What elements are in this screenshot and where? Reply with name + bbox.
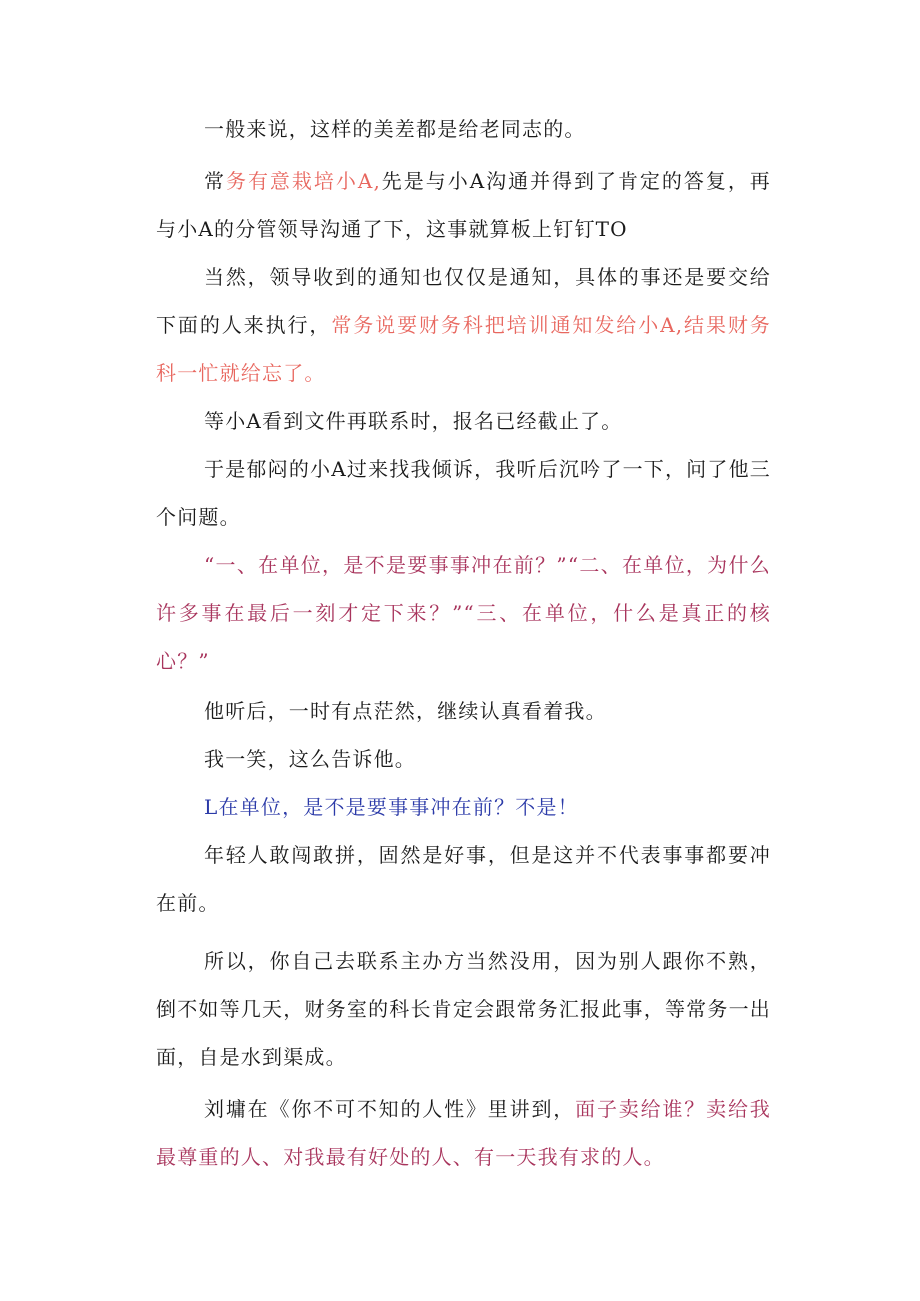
paragraph-11	[156, 937, 771, 1081]
paragraph-4	[156, 397, 771, 445]
text-segment: 我一笑，这么告诉他。	[204, 747, 416, 771]
text-segment: 所以，你自己去联系主办方当然没用，因为别人跟你不熟，倒不如等几天，财务室的科长肯定会跟常务汇报此事，等常务一出面，自是水到渠成。	[156, 949, 771, 1069]
highlighted-text-segment: 务有意栽培小A,	[225, 169, 382, 193]
text-segment: 年轻人敢闯敢拼，固然是好事，但是这并不代表事事都要冲在前。	[156, 843, 771, 915]
text-segment: 常	[204, 169, 226, 193]
text-segment: 当然，领导收到的通知也仅仅是通知，具体的事还是要交给下面的人来执行，	[156, 265, 771, 337]
paragraph-6	[156, 541, 771, 685]
highlighted-text-segment: 常务说要财务科把培训通知发给小A,结果财务科一忙就给忘了。	[156, 313, 771, 385]
question-text-segment: “一、在单位，是不是要事事冲在前？”“二、在单位，为什么许多事在最后一刻才定下来？”“三、在单位，什么是真正的核心？”	[156, 553, 771, 673]
paragraph-7	[156, 687, 771, 735]
paragraph-8	[156, 735, 771, 783]
text-segment: 等小A看到文件再联系时，报名已经截止了。	[204, 409, 623, 433]
paragraph-5	[156, 445, 771, 541]
text-segment: 他听后，一时有点茫然，继续认真看着我。	[204, 699, 607, 723]
text-segment: 一般来说，这样的美差都是给老同志的。	[204, 117, 586, 141]
paragraph-1	[156, 105, 771, 153]
text-segment: 刘墉在《你不可不知的人性》里讲到，	[204, 1097, 576, 1121]
paragraph-10	[156, 831, 771, 927]
section-heading-text: L在单位，是不是要事事冲在前？不是！	[204, 795, 579, 819]
paragraph-3	[156, 253, 771, 397]
text-segment: 先是与小A沟通并得到了肯定的答复，再与小A的分管领导沟通了下，这事就算板上钉钉TO	[156, 169, 772, 241]
quote-text-segment: 面子卖给谁？卖给我最尊重的人、对我最有好处的人、有一天我有求的人。	[156, 1097, 771, 1169]
paragraph-12	[156, 1085, 771, 1181]
paragraph-9-heading	[156, 783, 771, 831]
paragraph-2	[156, 157, 771, 253]
text-segment: 于是郁闷的小A过来找我倾诉，我听后沉吟了一下，问了他三个问题。	[156, 457, 771, 529]
